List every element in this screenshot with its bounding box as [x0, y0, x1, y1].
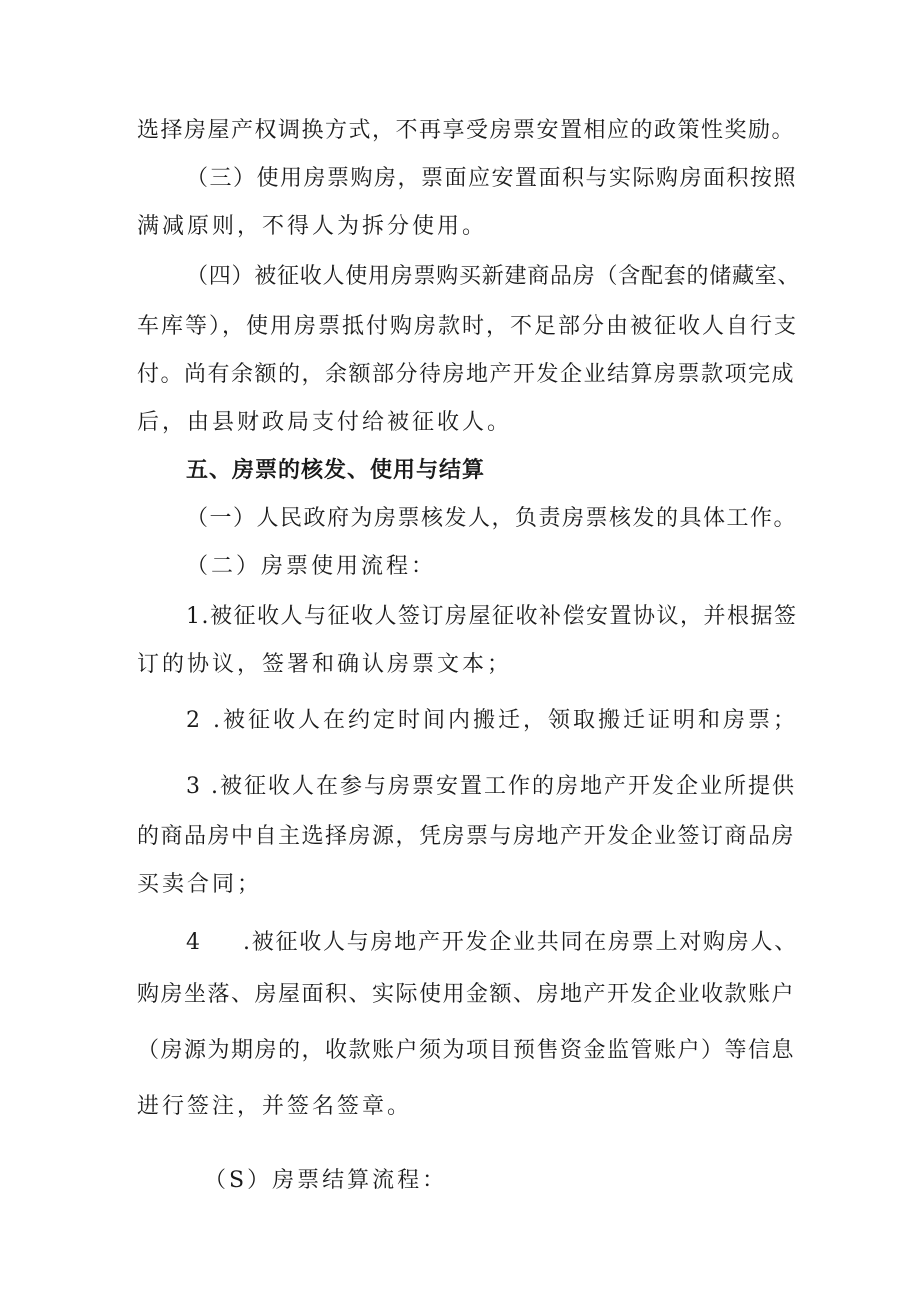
paragraph-line: .被征收人与房地产开发企业共同在房票上对购房人、: [243, 930, 798, 955]
section-heading: 五、房票的核发、使用与结算: [186, 458, 486, 483]
paragraph-line: 买卖合同；: [137, 872, 263, 897]
paragraph-line: 车库等），使用房票抵付购房款时，不足部分由被征收人自行支: [137, 314, 799, 339]
paragraph-line: 满减原则，不得人为拆分使用。: [137, 214, 488, 239]
paragraph-line: 选择房屋产权调换方式，不再享受房票安置相应的政策性奖励。: [137, 118, 796, 143]
paragraph-line: 购房坐落、房屋面积、实际使用金额、房地产开发企业收款账户: [137, 982, 796, 1007]
paragraph-line: 进行签注，并签名签章。: [137, 1094, 413, 1119]
paragraph-line: 付。尚有余额的，余额部分待房地产开发企业结算房票款项完成: [137, 362, 796, 387]
paragraph-line: 2 .被征收人在约定时间内搬迁，领取搬迁证明和房票；: [186, 708, 798, 733]
paragraph-line: （一）人民政府为房票核发人，负责房票核发的具体工作。: [186, 506, 798, 531]
paragraph-line: （二）房票使用流程：: [186, 554, 437, 579]
list-number: 4: [186, 930, 203, 955]
paragraph-line: 订的协议，签署和确认房票文本；: [137, 652, 513, 677]
paragraph-line: 1.被征收人与征收人签订房屋征收补偿安置协议，并根据签: [186, 604, 798, 629]
paragraph-line: 3 .被征收人在参与房票安置工作的房地产开发企业所提供: [186, 774, 796, 799]
paragraph-line: 的商品房中自主选择房源，凭房票与房地产开发企业签订商品房: [137, 824, 796, 849]
paragraph-line: （四）被征收人使用房票购买新建商品房（含配套的储藏室、: [186, 264, 801, 289]
paragraph-line: 后，由县财政局支付给被征收人。: [137, 410, 513, 435]
paragraph-line: （S）房票结算流程：: [204, 1168, 448, 1193]
paragraph-line: （三）使用房票购房，票面应安置面积与实际购房面积按照: [186, 166, 798, 191]
paragraph-line: （房源为期房的，收款账户须为项目预售资金监管账户）等信息: [137, 1038, 796, 1063]
